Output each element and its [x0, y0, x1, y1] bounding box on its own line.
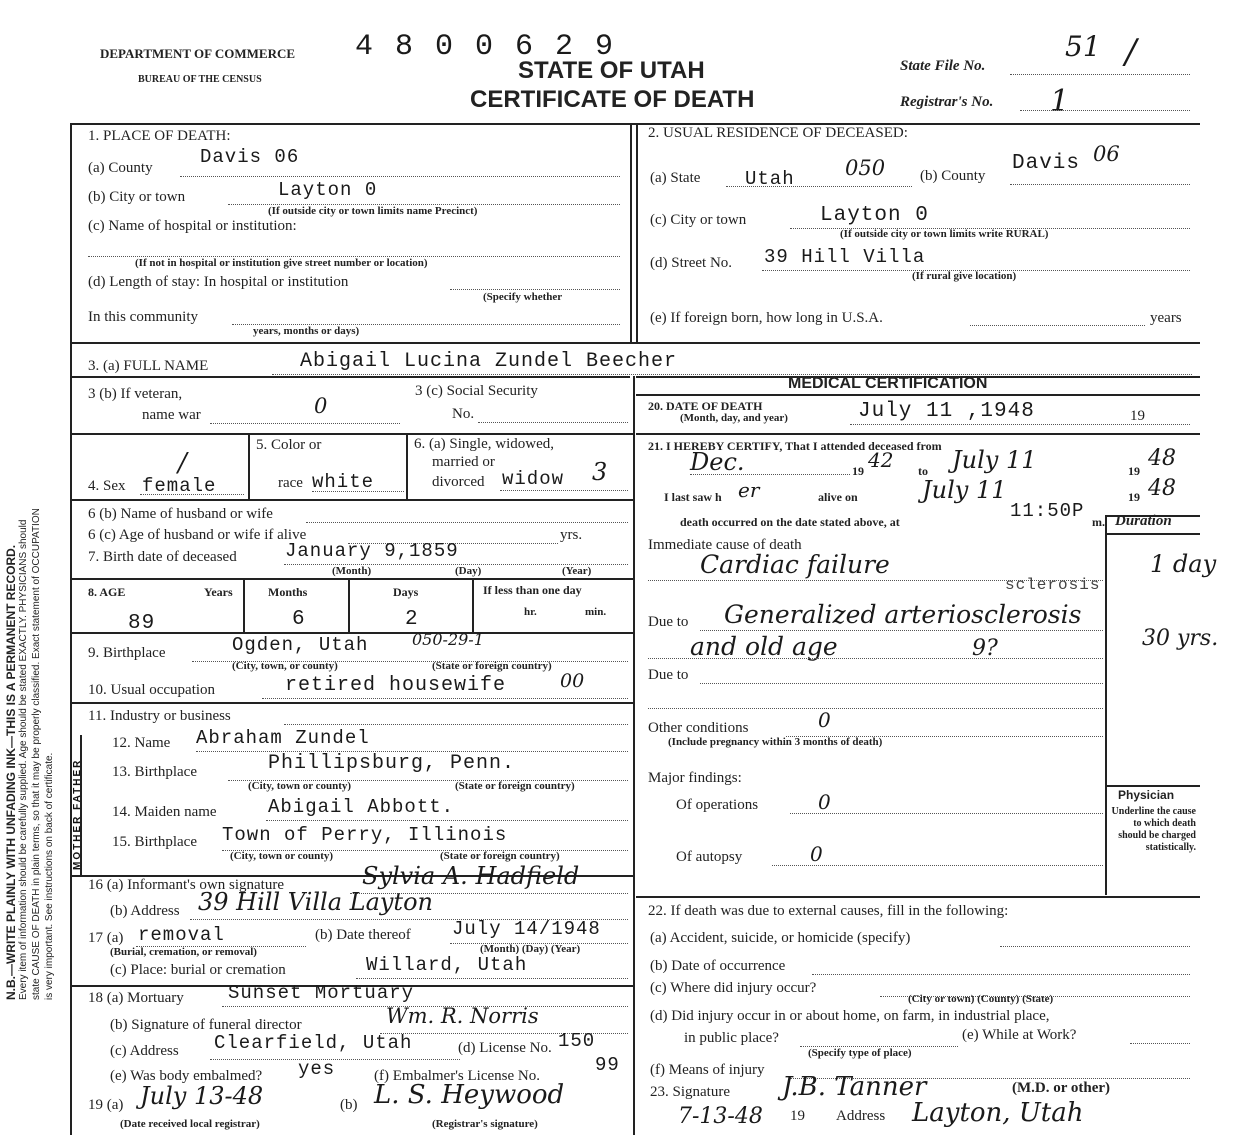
hospital-label: (c) Name of hospital or institution: — [88, 218, 297, 234]
alive-date: July 11 — [922, 476, 1007, 504]
last-seen-her: er — [738, 478, 760, 502]
parents-side-label: MOTHER FATHER — [72, 758, 83, 870]
md-label: (M.D. or other) — [1012, 1080, 1111, 1096]
age-months-value: 6 — [292, 608, 306, 631]
to-prefix: 19 — [1128, 464, 1140, 478]
embalmed-label: (e) Was body embalmed? — [110, 1068, 263, 1084]
registrar-number: 1 — [1050, 84, 1070, 119]
industry-label: 11. Industry or business — [88, 708, 231, 724]
registrar-sig-note: (Registrar's signature) — [432, 1118, 538, 1130]
stay-label: (d) Length of stay: In hospital or institution — [88, 274, 349, 290]
death-city-label: (b) City or town — [88, 189, 186, 205]
mother-birth-note1: (City, town or county) — [230, 850, 334, 862]
external-e-label: (e) While at Work? — [962, 1027, 1077, 1043]
emb-license-label: (f) Embalmer's License No. — [374, 1068, 540, 1084]
checkmark-icon: / — [1125, 32, 1137, 72]
death-city-note: (If outside city or town limits name Precinct) — [268, 205, 478, 217]
mother-name-value: Abigail Abbott. — [268, 796, 455, 818]
to-label: to — [918, 464, 928, 478]
operations-value: 0 — [818, 790, 831, 814]
full-name-label: 3. (a) FULL NAME — [88, 358, 209, 374]
birth-date-label: 7. Birth date of deceased — [88, 549, 237, 565]
due-to-label-2: Due to — [648, 667, 689, 683]
side-note-line3: state CAUSE OF DEATH in plain terms, so that it may be properly classified. Exact statement of OCCUPATION — [31, 508, 42, 1000]
community-label: In this community — [88, 309, 198, 325]
birthplace-note2: (State or foreign country) — [432, 660, 552, 672]
due-to-value-1b: and old age — [690, 632, 838, 661]
birth-month-note: (Month) — [332, 565, 372, 577]
department-label: DEPARTMENT OF COMMERCE — [100, 46, 296, 61]
physician-box-text: Underline the cause to which death should be charged statistically. — [1111, 806, 1196, 853]
attended-from-year: 42 — [868, 448, 894, 472]
state-title: STATE OF UTAH — [518, 57, 705, 84]
age-years-value: 89 — [128, 612, 156, 635]
death-county-value: Davis 06 — [200, 146, 300, 168]
place-of-death-heading: 1. PLACE OF DEATH: — [88, 128, 231, 144]
birth-date-value: January 9,1859 — [285, 540, 459, 562]
disposal-date-value: July 14/1948 — [452, 918, 601, 940]
death-date-label: 20. DATE OF DEATH — [648, 399, 763, 413]
received-note: (Date received local registrar) — [120, 1118, 260, 1130]
received-label: 19 (a) — [88, 1097, 124, 1113]
sig-date-suffix: 19 — [790, 1108, 805, 1124]
informant-signature: Sylvia A. Hadfield — [362, 862, 580, 890]
birthplace-value: Ogden, Utah — [232, 634, 369, 656]
disposal-value: removal — [138, 924, 225, 946]
local-registrar-label: (b) — [340, 1097, 358, 1113]
mother-birth-label: 15. Birthplace — [112, 834, 197, 850]
certificate-title: CERTIFICATE OF DEATH — [470, 86, 755, 113]
burial-place-label: (c) Place: burial or cremation — [110, 962, 286, 978]
min-label: min. — [585, 606, 607, 618]
father-name-value: Abraham Zundel — [196, 727, 370, 749]
death-occurred-label: death occurred on the date stated above, at — [680, 515, 900, 529]
mother-birth-note2: (State or foreign country) — [440, 850, 560, 862]
mort-address-label: (c) Address — [110, 1043, 179, 1059]
res-county-value: Davis — [1012, 152, 1081, 175]
sclerosis-note: sclerosis — [1005, 576, 1101, 594]
immediate-duration: 1 day — [1150, 550, 1217, 578]
lessday-label: If less than one day — [483, 583, 582, 597]
informant-address-label: (b) Address — [110, 903, 180, 919]
physician-sig-label: 23. Signature — [650, 1084, 730, 1100]
alive-label: alive on — [818, 490, 858, 504]
immediate-cause-label: Immediate cause of death — [648, 537, 802, 553]
m-label: m. — [1092, 515, 1105, 529]
physician-signature: J.B. Tanner — [782, 1072, 927, 1102]
death-date-suffix: 19 — [1130, 408, 1145, 424]
residence-heading: 2. USUAL RESIDENCE OF DECEASED: — [648, 125, 908, 141]
mort-address-value: Clearfield, Utah — [214, 1032, 413, 1054]
marital-value: widow — [502, 468, 565, 490]
birth-year-note: (Year) — [562, 565, 592, 577]
res-city-note: (If outside city or town limits write RURAL) — [840, 228, 1049, 240]
birthplace-note1: (City, town, or county) — [232, 660, 338, 672]
full-name-value: Abigail Lucina Zundel Beecher — [300, 350, 678, 373]
ssn-no-label: No. — [452, 406, 475, 422]
birth-day-note: (Day) — [455, 565, 482, 577]
death-time-value: 11:50P — [1010, 500, 1085, 522]
autopsy-value: 0 — [810, 842, 823, 866]
physician-address-value: Layton, Utah — [912, 1098, 1084, 1128]
stay-specify-note: (Specify whether — [483, 291, 563, 303]
external-d-label2: in public place? — [684, 1030, 779, 1046]
attended-to-year: 48 — [1148, 446, 1176, 471]
father-name-label: 12. Name — [112, 735, 171, 751]
certify-label: 21. I HEREBY CERTIFY, That I attended deceased from — [648, 439, 942, 453]
attended-from: Dec. — [690, 448, 745, 476]
bureau-label: BUREAU OF THE CENSUS — [138, 74, 262, 85]
res-street-note: (If rural give location) — [912, 270, 1017, 282]
due-to-label-1: Due to — [648, 614, 689, 630]
occupation-value: retired housewife — [285, 674, 507, 697]
other-conditions-label: Other conditions — [648, 720, 749, 736]
immediate-cause-value: Cardiac failure — [700, 550, 890, 579]
disposal-note: (Burial, cremation, or removal) — [110, 946, 257, 958]
external-a-label: (a) Accident, suicide, or homicide (specify) — [650, 930, 911, 946]
res-state-code: 050 — [845, 156, 886, 180]
physician-address-label: Address — [836, 1108, 886, 1124]
certificate-number: 4 8 0 0 6 2 9 — [355, 30, 616, 64]
mortuary-label: 18 (a) Mortuary — [88, 990, 184, 1006]
due-to-value-1a: Generalized arteriosclerosis — [724, 600, 1082, 629]
occupation-label: 10. Usual occupation — [88, 682, 216, 698]
external-c-note: (City or town) (County) (State) — [908, 993, 1054, 1005]
director-signature: Wm. R. Norris — [386, 1004, 539, 1028]
res-city-label: (c) City or town — [650, 212, 747, 228]
foreign-label: (e) If foreign born, how long in U.S.A. — [650, 310, 883, 326]
ssn-label: 3 (c) Social Security — [415, 383, 538, 399]
director-label: (b) Signature of funeral director — [110, 1017, 302, 1033]
external-heading: 22. If death was due to external causes, fill in the following: — [648, 903, 1009, 919]
side-note-line4: is very important. See instructions on back of certificate. — [44, 752, 55, 1000]
occupation-code: 00 — [560, 670, 585, 692]
husband-age-unit: yrs. — [560, 527, 583, 543]
age-months-label: Months — [268, 585, 308, 599]
from-prefix: 19 — [852, 464, 864, 478]
hospital-note: (If not in hospital or institution give street number or location) — [135, 257, 428, 269]
res-state-label: (a) State — [650, 170, 701, 186]
disposal-date-note: (Month) (Day) (Year) — [480, 943, 581, 955]
father-birth-value: Phillipsburg, Penn. — [268, 752, 516, 775]
res-street-label: (d) Street No. — [650, 255, 733, 271]
mortuary-value: Sunset Mortuary — [228, 982, 415, 1004]
disposal-label: 17 (a) — [88, 930, 124, 946]
death-county-label: (a) County — [88, 160, 153, 176]
age-years-label: Years — [204, 585, 233, 599]
age-days-label: Days — [393, 585, 419, 599]
other-conditions-note: (Include pregnancy within 3 months of death) — [668, 736, 883, 748]
alive-prefix: 19 — [1128, 490, 1140, 504]
received-value: July 13-48 — [140, 1082, 264, 1110]
embalmed-value: yes — [298, 1058, 336, 1080]
sex-value: female — [142, 475, 217, 497]
marital-code: 3 — [592, 458, 608, 486]
other-conditions-value: 0 — [818, 708, 831, 732]
side-note-line1: N.B.—WRITE PLAINLY WITH UNFADING INK—THIS IS A PERMANENT RECORD. — [4, 544, 18, 1000]
external-d-note: (Specify type of place) — [808, 1047, 912, 1059]
physician-sig-date: 7-13-48 — [678, 1104, 763, 1129]
age-days-value: 2 — [405, 608, 419, 631]
death-date-note: (Month, day, and year) — [680, 412, 788, 424]
father-birth-note1: (City, town or county) — [248, 780, 352, 792]
marital-label3: divorced — [432, 474, 485, 490]
duration-label: Duration — [1115, 513, 1172, 529]
operations-label: Of operations — [676, 797, 759, 813]
physician-box-title: Physician — [1118, 788, 1175, 802]
medical-heading: MEDICAL CERTIFICATION — [788, 375, 988, 392]
external-c-label: (c) Where did injury occur? — [650, 980, 817, 996]
major-findings-label: Major findings: — [648, 770, 742, 786]
foreign-years-label: years — [1150, 310, 1182, 326]
father-birth-label: 13. Birthplace — [112, 764, 197, 780]
res-county-label: (b) County — [920, 168, 986, 184]
mother-birth-value: Town of Perry, Illinois — [222, 824, 508, 846]
age-label: 8. AGE — [88, 585, 126, 599]
hr-label: hr. — [524, 606, 537, 618]
sex-mark: / — [178, 448, 187, 478]
husband-label: 6 (b) Name of husband or wife — [88, 506, 273, 522]
informant-sig-label: 16 (a) Informant's own signature — [88, 877, 284, 893]
external-d-label: (d) Did injury occur in or about home, on farm, in industrial place, — [650, 1008, 1050, 1024]
mother-name-label: 14. Maiden name — [112, 804, 217, 820]
attended-to: July 11 — [952, 446, 1037, 474]
res-city-value: Layton 0 — [820, 204, 929, 227]
res-state-value: Utah — [745, 168, 795, 190]
death-date-value: July 11 ,1948 — [858, 400, 1035, 423]
state-file-label: State File No. — [900, 58, 986, 74]
race-value: white — [312, 471, 375, 493]
alive-year: 48 — [1148, 476, 1176, 501]
last-seen-label: I last saw h — [664, 490, 722, 504]
external-f-label: (f) Means of injury — [650, 1062, 765, 1078]
marital-label2: married or — [432, 454, 495, 470]
veteran-war-label: name war — [142, 407, 201, 423]
emb-license-value: 99 — [595, 1054, 620, 1076]
informant-address-value: 39 Hill Villa Layton — [198, 888, 433, 916]
husband-age-label: 6 (c) Age of husband or wife if alive — [88, 527, 307, 543]
color-label: 5. Color or — [256, 437, 322, 453]
father-birth-note2: (State or foreign country) — [455, 780, 575, 792]
due-duration: 30 yrs. — [1142, 626, 1219, 651]
license-label: (d) License No. — [458, 1040, 552, 1056]
veteran-label: 3 (b) If veteran, — [88, 386, 183, 402]
death-city-value: Layton 0 — [278, 179, 378, 201]
side-note-line2: Every item of information should be carefully supplied. Age should be stated EXACTLY. PHYSICIANS should — [18, 519, 29, 1000]
marital-label1: 6. (a) Single, widowed, — [414, 436, 554, 452]
local-registrar-signature: L. S. Heywood — [374, 1080, 565, 1110]
burial-place-value: Willard, Utah — [366, 954, 528, 976]
res-county-code: 06 — [1093, 142, 1120, 166]
license-value: 150 — [558, 1030, 596, 1052]
registrar-label: Registrar's No. — [900, 94, 994, 110]
race-label: race — [278, 475, 303, 491]
disposal-date-label: (b) Date thereof — [315, 927, 411, 943]
birthplace-label: 9. Birthplace — [88, 645, 166, 661]
birthplace-code: 050-29-1 — [412, 630, 484, 649]
due-to-code: 9? — [972, 636, 998, 661]
res-street-value: 39 Hill Villa — [764, 246, 926, 268]
state-file-number: 51 — [1065, 30, 1101, 63]
community-note: years, months or days) — [253, 325, 360, 337]
autopsy-label: Of autopsy — [676, 849, 743, 865]
sex-label: 4. Sex — [88, 478, 126, 494]
external-b-label: (b) Date of occurrence — [650, 958, 786, 974]
veteran-value: 0 — [314, 394, 328, 418]
